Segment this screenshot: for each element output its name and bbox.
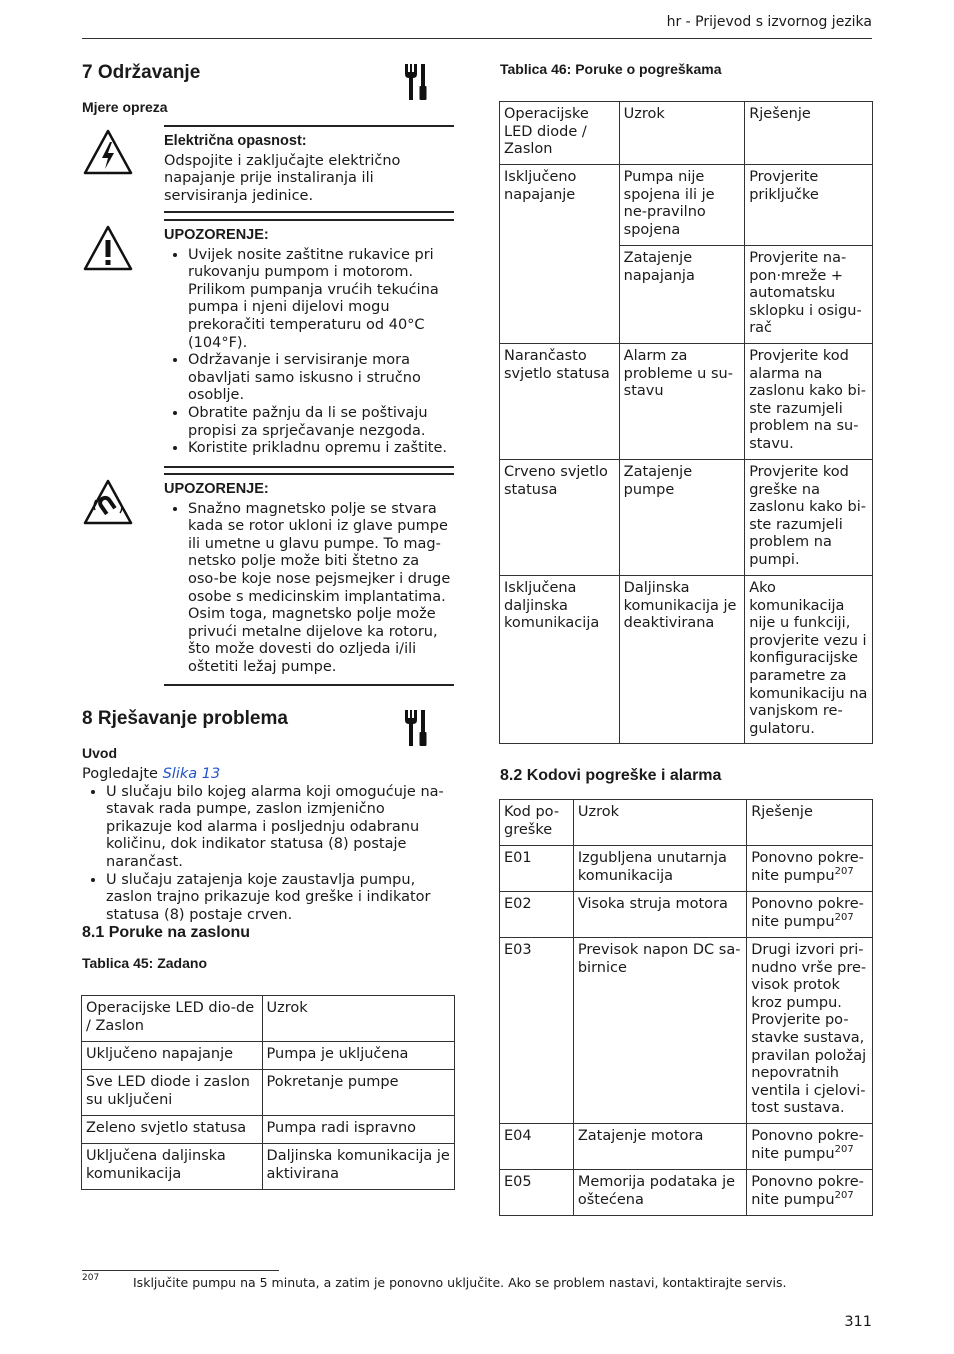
footnote-text: Isključite pumpu na 5 minuta, a zatim je ponovno uključite. Ako se problem nastavi, kontaktirajte servis. bbox=[133, 1275, 787, 1290]
table-cell: Provjerite kod greške na zaslonu kako bi-ste razumjeli problem na pumpi. bbox=[745, 460, 873, 576]
table-header-cell: Rješenje bbox=[745, 102, 873, 165]
table-row bbox=[500, 892, 873, 938]
solution-text: Ponovno pokre-nite pumpu bbox=[751, 1174, 864, 1208]
see-prefix: Pogledajte bbox=[82, 766, 163, 782]
tools-icon bbox=[402, 708, 430, 752]
table-row bbox=[82, 1070, 455, 1116]
footnote-ref[interactable]: 207 bbox=[834, 1143, 854, 1155]
electrical-hazard-text: Odspojite i zaključajte električno napajanje prije instaliranja ili servisiranja jedinice. bbox=[164, 152, 401, 204]
warning-title: UPOZORENJE: bbox=[164, 227, 269, 243]
page-header: hr - Prijevod s izvornog jezika bbox=[666, 14, 872, 30]
list-item: • Snažno magnetsko polje se stvara kada se rotor ukloni iz glave pumpe ili umetne u glavu pumpe. To mag-netsko polje može biti štetno za oso-be koje nose pejsmejker i druge osobe s medicinskim implantatima. Osim toga, magnetsko polje može privući metalne dijelove ka rotoru, što može dovesti do ozljeda i/ili oštetiti ležaj pumpe. bbox=[188, 501, 454, 677]
table-cell bbox=[747, 846, 873, 892]
table-header-cell: Kod po-greške bbox=[500, 800, 574, 846]
solution-text: Ponovno pokre-nite pumpu bbox=[751, 896, 864, 930]
separator bbox=[164, 466, 454, 468]
list-item: • U slučaju bilo kojeg alarma koji omogućuje na-stavak rada pumpe, zaslon izmjenično prikazuje kod alarma i posljednju odabranu količinu, dok indikator statusa (8) postaje narančast. bbox=[106, 784, 454, 872]
footnote-rule bbox=[82, 1270, 279, 1271]
table-cell: Isključena daljinska komunikacija bbox=[500, 576, 620, 744]
intro-heading: Uvod bbox=[82, 745, 117, 761]
table-cell: E02 bbox=[500, 892, 574, 938]
warning-notice-1 bbox=[164, 219, 454, 458]
table-header-cell: Rješenje bbox=[747, 800, 873, 846]
section-8-2-title: 8.2 Kodovi pogreške i alarma bbox=[500, 767, 722, 784]
table-cell: Alarm za probleme u su-stavu bbox=[619, 344, 745, 460]
table-cell: Visoka struja motora bbox=[573, 892, 746, 938]
footnote-ref[interactable]: 207 bbox=[834, 1189, 854, 1201]
table-cell: Pokretanje pumpe bbox=[262, 1070, 454, 1116]
table-row bbox=[500, 938, 873, 1124]
error-codes-table bbox=[499, 799, 873, 1216]
magnetic-field-warning-icon bbox=[82, 478, 134, 530]
warning-icon bbox=[82, 224, 134, 276]
table-cell: Previsok napon DC sa-birnice bbox=[573, 938, 746, 1124]
table-cell: Isključeno napajanje bbox=[500, 165, 620, 344]
table-header-cell: Operacijske LED dio-de / Zaslon bbox=[82, 996, 263, 1042]
table-cell: Daljinska komunikacija je deaktivirana bbox=[619, 576, 745, 744]
table-cell: E04 bbox=[500, 1124, 574, 1170]
section-8-title: 8 Rješavanje problema bbox=[82, 708, 288, 729]
table-cell: Uključena daljinska komunikacija bbox=[82, 1144, 263, 1190]
table-cell: Zatajenje pumpe bbox=[619, 460, 745, 576]
table-header-row bbox=[500, 102, 873, 165]
table-cell bbox=[747, 1170, 873, 1216]
table-row bbox=[500, 165, 873, 246]
table-cell: Zatajenje napajanja bbox=[619, 246, 745, 344]
page-number: 311 bbox=[844, 1314, 872, 1330]
table-cell: Narančasto svjetlo statusa bbox=[500, 344, 620, 460]
see-figure-line bbox=[82, 766, 454, 784]
table-header-row bbox=[82, 996, 455, 1042]
table-header-cell: Uzrok bbox=[262, 996, 454, 1042]
table-cell: Memorija podataka je oštećena bbox=[573, 1170, 746, 1216]
list-item: • U slučaju zatajenja koje zaustavlja pumpu, zaslon trajno prikazuje kod greške i indikator statusa (8) postaje crven. bbox=[106, 872, 454, 925]
section-8-1-title: 8.1 Poruke na zaslonu bbox=[82, 924, 251, 941]
table-row bbox=[82, 1116, 455, 1144]
table-cell: Zatajenje motora bbox=[573, 1124, 746, 1170]
table-header-row bbox=[500, 800, 873, 846]
table-cell: Izgubljena unutarnja komunikacija bbox=[573, 846, 746, 892]
list-item: • Obratite pažnju da li se poštivaju propisi za sprječavanje nezgoda. bbox=[188, 405, 454, 440]
table-cell: Daljinska komunikacija je aktivirana bbox=[262, 1144, 454, 1190]
solution-text: Ponovno pokre-nite pumpu bbox=[751, 1128, 864, 1162]
table-cell: Pumpa radi ispravno bbox=[262, 1116, 454, 1144]
warning-notice-2 bbox=[164, 473, 454, 677]
list-item: • Uvijek nosite zaštitne rukavice pri rukovanju pumpom i motorom. Prilikom pumpanja vrućih tekućina pumpa i njeni dijelovi mogu prekoračiti temperaturu od 40°C (104°F). bbox=[188, 247, 454, 353]
table-cell: Zeleno svjetlo statusa bbox=[82, 1116, 263, 1144]
error-messages-table bbox=[499, 101, 873, 744]
table-row bbox=[500, 1124, 873, 1170]
electrical-hazard-notice bbox=[164, 125, 454, 205]
table-cell: Pumpa je uključena bbox=[262, 1042, 454, 1070]
solution-text: Ponovno pokre-nite pumpu bbox=[751, 850, 864, 884]
table-cell: Sve LED diode i zaslon su uključeni bbox=[82, 1070, 263, 1116]
table-row bbox=[500, 846, 873, 892]
list-item: • Koristite prikladnu opremu i zaštite. bbox=[188, 440, 454, 458]
electrical-hazard-title: Električna opasnost: bbox=[164, 133, 307, 149]
footnote-ref[interactable]: 207 bbox=[834, 911, 854, 923]
table-46-caption: Tablica 46: Poruke o pogreškama bbox=[500, 61, 722, 77]
table-header-cell: Uzrok bbox=[573, 800, 746, 846]
table-cell: E05 bbox=[500, 1170, 574, 1216]
table-row bbox=[82, 1144, 455, 1190]
table-cell: Crveno svjetlo statusa bbox=[500, 460, 620, 576]
table-row bbox=[82, 1042, 455, 1070]
table-cell: Drugi izvori pri-nudno vrše pre-visok protok kroz pumpu. Provjerite po-stavke sustava, pravilan položaj nepovratnih ventila i cjelovi-tost sustava. bbox=[747, 938, 873, 1124]
table-cell: Provjerite kod alarma na zaslonu kako bi-ste razumjeli problem na su-stavu. bbox=[745, 344, 873, 460]
separator bbox=[164, 211, 454, 213]
table-45-caption: Tablica 45: Zadano bbox=[82, 955, 207, 971]
table-row bbox=[500, 344, 873, 460]
table-cell: Ako komunikacija nije u funkciji, provjerite vezu i konfiguracijske parametre za komunikaciju na vanjskom re-gulatoru. bbox=[745, 576, 873, 744]
table-cell: Provjerite priključke bbox=[745, 165, 873, 246]
table-row bbox=[500, 576, 873, 744]
table-cell: Provjerite na-pon·mreže + automatsku sklopku i osigu-rač bbox=[745, 246, 873, 344]
figure-link[interactable]: Slika 13 bbox=[162, 766, 221, 782]
header-rule bbox=[82, 38, 872, 39]
default-messages-table bbox=[81, 995, 455, 1190]
table-cell: E01 bbox=[500, 846, 574, 892]
table-cell: E03 bbox=[500, 938, 574, 1124]
electrical-hazard-icon bbox=[82, 128, 134, 180]
table-cell: Uključeno napajanje bbox=[82, 1042, 263, 1070]
precautions-heading: Mjere opreza bbox=[82, 99, 168, 115]
intro-body bbox=[82, 766, 454, 924]
footnote-ref[interactable]: 207 bbox=[834, 865, 854, 877]
footnote-number: 207 bbox=[82, 1273, 100, 1283]
table-cell bbox=[747, 892, 873, 938]
separator bbox=[164, 684, 454, 686]
tools-icon bbox=[402, 62, 430, 106]
warning-title: UPOZORENJE: bbox=[164, 481, 269, 497]
table-cell bbox=[747, 1124, 873, 1170]
table-row bbox=[500, 460, 873, 576]
table-cell: Pumpa nije spojena ili je ne-pravilno spojena bbox=[619, 165, 745, 246]
list-item: • Održavanje i servisiranje mora obavljati samo iskusno i stručno osoblje. bbox=[188, 352, 454, 405]
section-7-title: 7 Održavanje bbox=[82, 62, 201, 83]
table-header-cell: Operacijske LED diode / Zaslon bbox=[500, 102, 620, 165]
table-row bbox=[500, 1170, 873, 1216]
table-header-cell: Uzrok bbox=[619, 102, 745, 165]
